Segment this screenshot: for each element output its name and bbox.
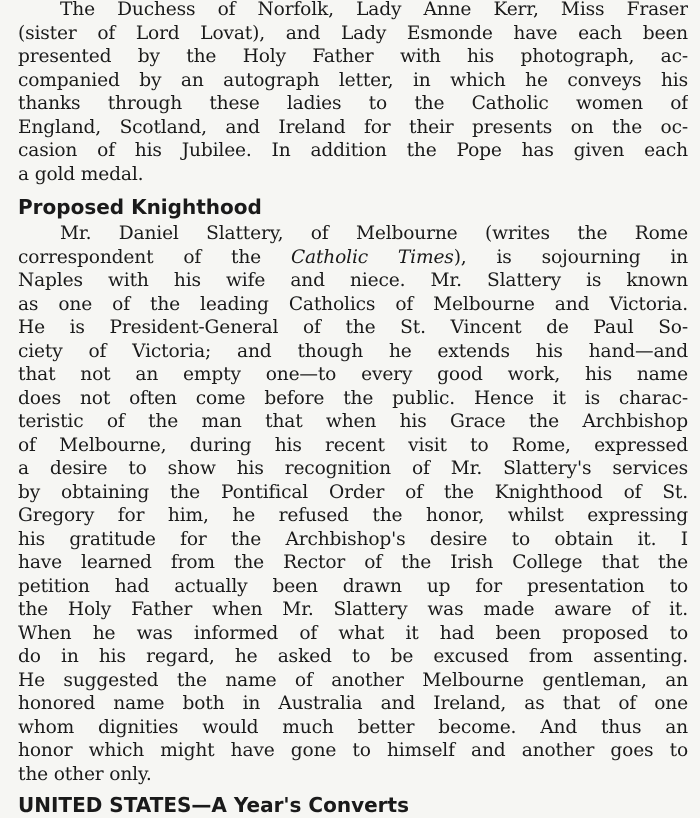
text-line: a gold medal.	[18, 163, 144, 185]
text-line: that not an empty one—to every good work, his name	[18, 364, 688, 385]
text-line: a desire to show his recognition of Mr. Slattery's services	[18, 458, 688, 479]
text-line: of Melbourne, during his recent visit to Rome, expressed	[18, 434, 688, 456]
text-line: honored name both in Australia and Ireland, as that of one	[18, 693, 688, 714]
text-line-with-italic	[18, 246, 688, 270]
text-line: casion of his Jubilee. In addition the Pope has given each	[18, 140, 688, 161]
text-line: Mr. Daniel Slattery, of Melbourne (writes the Rome	[60, 223, 688, 244]
text-line: the other only.	[18, 763, 152, 785]
text-line: The Duchess of Norfolk, Lady Anne Kerr, Miss Fraser	[60, 0, 688, 20]
text-line: as one of the leading Catholics of Melbourne and Victoria.	[18, 293, 688, 315]
text-line: teristic of the man that when his Grace the Archbishop	[18, 411, 688, 432]
text-line: honor which might have gone to himself and another goes to	[18, 740, 688, 761]
text-segment: correspondent of the	[18, 246, 291, 268]
text-line: Gregory for him, he refused the honor, whilst expressing	[18, 505, 688, 526]
text-line: He suggested the name of another Melbourne gentleman, an	[18, 669, 688, 691]
text-line: He is President-General of the St. Vincent de Paul So-	[18, 317, 688, 338]
article-knighthood-paragraph	[18, 222, 688, 786]
heading-united-states-converts: UNITED STATES—A Year's Converts	[18, 793, 410, 817]
article-duchess-paragraph	[18, 0, 688, 186]
text-line: by obtaining the Pontifical Order of the Knighthood of St.	[18, 481, 688, 503]
text-line: England, Scotland, and Ireland for their presents on the oc-	[18, 116, 688, 138]
text-line: does not often come before the public. Hence it is charac-	[18, 387, 688, 409]
text-segment: ), is sojourning in	[453, 246, 688, 268]
text-line: whom dignities would much better become. And thus an	[18, 716, 688, 738]
text-line: the Holy Father when Mr. Slattery was made aware of it.	[18, 599, 688, 620]
text-line: have learned from the Rector of the Irish College that the	[18, 552, 688, 573]
text-line: ciety of Victoria; and though he extends his hand—and	[18, 340, 688, 362]
text-line: companied by an autograph letter, in which he conveys his	[18, 69, 688, 91]
text-line: presented by the Holy Father with his photograph, ac-	[18, 46, 688, 67]
text-line: Naples with his wife and niece. Mr. Slattery is known	[18, 270, 688, 291]
heading-proposed-knighthood: Proposed Knighthood	[18, 195, 262, 219]
text-line: When he was informed of what it had been proposed to	[18, 622, 688, 644]
text-line: thanks through these ladies to the Catholic women of	[18, 93, 688, 114]
text-line: do in his regard, he asked to be excused from assenting.	[18, 646, 688, 667]
text-line: petition had actually been drawn up for presentation to	[18, 575, 688, 597]
newspaper-title-italic: Catholic Times	[290, 246, 454, 268]
text-line: (sister of Lord Lovat), and Lady Esmonde have each been	[18, 22, 688, 44]
text-line: his gratitude for the Archbishop's desire to obtain it. I	[18, 528, 688, 550]
